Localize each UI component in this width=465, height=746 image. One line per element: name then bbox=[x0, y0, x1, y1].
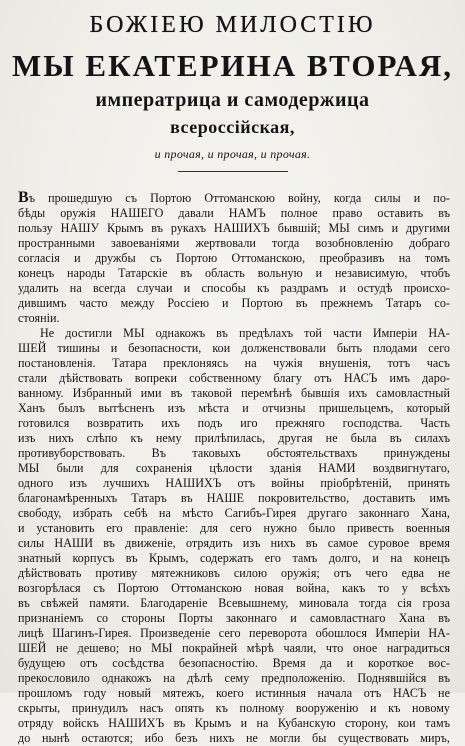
text-line: до нынѣ остаются; ибо безъ нихъ не могли бы существовать миръ, bbox=[18, 731, 450, 745]
text-line: Въ прошедшую съ Портою Оттоманскою войну, когда силы и по- bbox=[18, 189, 450, 206]
text-line: МЫ были для сохраненія цѣлости зданія НАМИ воздвигнутаго, bbox=[18, 461, 450, 475]
heading-etcetera: и прочая, и прочая, и прочая. bbox=[154, 147, 311, 161]
text-line: удалить на всегда случаи и способы къ раздрамъ и остудѣ происхо- bbox=[18, 281, 450, 295]
text-line: изъ нихъ слѣпо къ нему прилѣпилась, другая не была въ силахъ bbox=[18, 431, 450, 445]
text-line: пространными завоеваніями жертвовали тогда возобновленію добраго bbox=[18, 236, 450, 250]
text-line: конецъ народы Татарскіе въ область вольную и независимую, чтобъ bbox=[18, 266, 450, 280]
text-line: въ свѣжей памяти. Благодареніе Всевышнему, миновала тогда сія гроза bbox=[18, 596, 450, 610]
text-line: отряду войскъ НАШИХЪ въ Крымъ и на Кубанскую сторону, кои тамъ bbox=[18, 716, 450, 730]
text-line: стояніи. bbox=[18, 311, 60, 325]
text-line: Не достигли МЫ однакожъ въ предѣлахъ той части Имперіи НА- bbox=[40, 326, 450, 340]
text-line: лицѣ Шагинъ-Гирея. Произведеніе сего переворота обошлося Имперіи НА- bbox=[18, 626, 450, 640]
initial-letter: В bbox=[18, 189, 29, 206]
text-line: ванному. Избранный ими въ таковой перемѣнѣ бывшія ихъ самовластный bbox=[18, 386, 450, 400]
text-line: ШЕЙ не дешево; но МЫ покрайней мѣрѣ чаяли, что оное наградиться bbox=[18, 641, 450, 655]
heading-divider bbox=[178, 171, 288, 172]
text-line: силы НАШИ въ движеніе, отрядить изъ нихъ въ самое суровое время bbox=[18, 536, 450, 550]
text-line: Ханъ былъ вытѣсненъ изъ мѣста и отчизны пришельцемъ, который bbox=[18, 401, 450, 415]
text-line: согласія и дружбы съ Портою Оттоманскою, преобразивъ на томъ bbox=[18, 251, 450, 265]
text-line: прекословило однакожъ на дѣлѣ сему предположенію. Поднявшійся въ bbox=[18, 671, 450, 685]
text-line: прошломъ году новый мятежъ, коего истинныя начала отъ НАСЪ не bbox=[18, 686, 450, 700]
text-line: стали дѣйствовать вопреки собственному благу отъ НАСЪ имъ даро- bbox=[18, 371, 450, 385]
text-line: пользу НАШУ Крымъ въ рукахъ НАШИХЪ бывшій; МЫ симъ и другими bbox=[18, 221, 450, 235]
text-line: знатный корпусъ въ Крымъ, содержать его тамъ долго, и на конецъ bbox=[18, 551, 450, 565]
text-line: будущею отъ сосѣдства безопасностію. Время да и короткое вос- bbox=[18, 656, 450, 670]
text-line: возгорѣлася съ Портою Оттоманскою новая война, какъ то у всѣхъ bbox=[18, 581, 450, 595]
text-line: благонамѣренныхъ Татаръ въ НАШЕ покровительство, доставить имъ bbox=[18, 491, 450, 505]
text-line: бѣды оружія НАШЕГО давали НАМЪ полное право оставить въ bbox=[18, 206, 450, 220]
heading-we-catherine: МЫ ЕКАТЕРИНА ВТОРАЯ, bbox=[11, 48, 454, 83]
text-line: дившимъ часто между Россіею и Портою въ прежнемъ Татаръ со- bbox=[18, 296, 450, 310]
heading-empress-autocrat: императрица и самодержица bbox=[95, 89, 370, 111]
text-line: постановленія. Татара преклоняясь на чужія внушенія, тотъ часъ bbox=[18, 356, 450, 370]
text-line: дѣйствовать противу мятежниковъ силою оружія; отъ чего едва не bbox=[18, 566, 450, 580]
manifesto-body bbox=[18, 189, 450, 745]
paragraph-2 bbox=[18, 326, 450, 746]
text-line: признаніемъ со стороны Порты законнаго и самовластнаго Хана въ bbox=[18, 611, 450, 625]
text-line: одного изъ лучшихъ НАШИХЪ отъ войны пріобрѣтеній, принять bbox=[18, 476, 450, 490]
text-line: готовился возвратить ихъ подъ иго прежняго господства. Часть bbox=[18, 416, 450, 430]
text-line: ШЕЙ тишины и безопасности, кои долженствовали быть плодами сего bbox=[18, 341, 450, 355]
heading-by-grace: БОЖІЕЮ МИЛОСТІЮ bbox=[89, 12, 376, 38]
text-line: противуборствовать. Въ таковыхъ обстоятельствахъ принуждены bbox=[18, 446, 450, 460]
text-line: скрыты, принудилъ насъ опять къ полному вооруженію и къ новому bbox=[18, 701, 450, 715]
text-line: свободу, избрать себѣ на мѣсто Сагибъ-Гирея другаго законнаго Хана, bbox=[18, 506, 450, 520]
heading-all-russian: всероссійская, bbox=[170, 117, 295, 137]
text-line: и установить его правленіе: для сего нужно было привесть военныя bbox=[18, 521, 450, 535]
paragraph-1 bbox=[18, 190, 450, 326]
